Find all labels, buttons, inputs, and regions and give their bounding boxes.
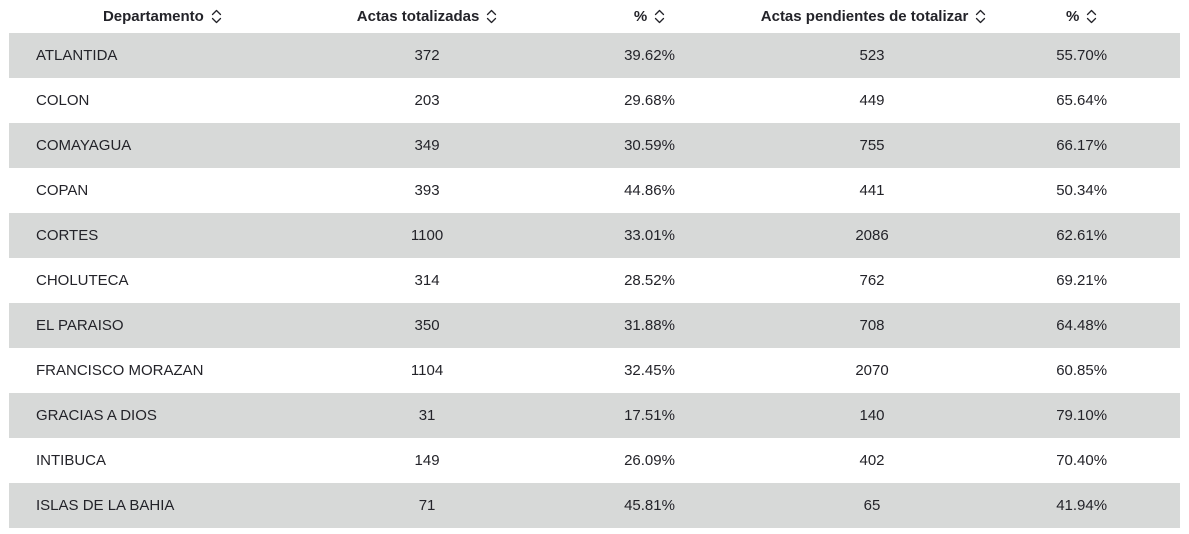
table-cell-actas_totalizadas: 1100: [410, 227, 444, 244]
table-row: [9, 33, 1180, 78]
table-row: [9, 168, 1180, 213]
table-cell-actas_totalizadas: 314: [414, 272, 440, 289]
table-cell-actas_pendientes: 449: [859, 92, 885, 109]
table-cell-actas_pendientes: 441: [859, 182, 885, 199]
results-table-container: [9, 0, 1180, 528]
table-cell-pct_totalizadas: 33.01%: [624, 227, 675, 244]
table-row: [9, 78, 1180, 123]
table-cell-pct_pendientes: 62.61%: [1056, 227, 1108, 244]
table-cell-pct_pendientes: 55.70%: [1056, 47, 1108, 64]
table-cell-pct_pendientes: 60.85%: [1056, 362, 1108, 379]
table-cell-actas_totalizadas: 393: [414, 182, 440, 199]
column-header-actas-pendientes[interactable]: [761, 0, 983, 33]
table-cell-pct_pendientes: 66.17%: [1056, 137, 1108, 154]
table-cell-pct_pendientes: 79.10%: [1056, 407, 1108, 424]
table-row: [9, 123, 1180, 168]
table-cell-departamento: CORTES: [36, 227, 99, 244]
table-cell-pct_pendientes: 69.21%: [1056, 272, 1108, 289]
table-cell-departamento: COLON: [36, 92, 90, 109]
sort-icon: [975, 9, 986, 24]
table-cell-pct_totalizadas: 39.62%: [624, 47, 675, 64]
column-header-label: Departamento: [102, 8, 204, 25]
table-cell-pct_totalizadas: 26.09%: [624, 452, 675, 469]
table-cell-pct_totalizadas: 44.86%: [624, 182, 675, 199]
table-cell-departamento: GRACIAS A DIOS: [36, 407, 157, 424]
sort-icon: [1086, 9, 1097, 24]
table-cell-departamento: ATLANTIDA: [36, 47, 118, 64]
table-cell-pct_totalizadas: 32.45%: [624, 362, 675, 379]
table-cell-actas_totalizadas: 31: [418, 407, 436, 424]
table-cell-actas_totalizadas: 350: [414, 317, 440, 334]
table-cell-pct_pendientes: 50.34%: [1056, 182, 1108, 199]
table-cell-departamento: CHOLUTECA: [36, 272, 129, 289]
table-cell-actas_pendientes: 755: [859, 137, 885, 154]
column-header-label: %: [1065, 8, 1080, 25]
table-cell-actas_totalizadas: 372: [414, 47, 440, 64]
table-cell-departamento: COPAN: [36, 182, 89, 199]
results-table: [9, 0, 1180, 528]
table-cell-actas_pendientes: 708: [859, 317, 885, 334]
table-cell-pct_pendientes: 65.64%: [1056, 92, 1108, 109]
table-cell-pct_pendientes: 64.48%: [1056, 317, 1108, 334]
table-cell-actas_totalizadas: 149: [414, 452, 440, 469]
sort-icon: [486, 9, 497, 24]
table-row: [9, 393, 1180, 438]
table-cell-pct_totalizadas: 45.81%: [624, 497, 675, 514]
table-cell-pct_pendientes: 70.40%: [1056, 452, 1108, 469]
table-cell-actas_pendientes: 2070: [855, 362, 889, 379]
table-row: [9, 348, 1180, 393]
table-cell-departamento: FRANCISCO MORAZAN: [36, 362, 204, 379]
table-cell-departamento: COMAYAGUA: [36, 137, 132, 154]
table-cell-actas_totalizadas: 71: [418, 497, 436, 514]
table-cell-actas_pendientes: 762: [859, 272, 885, 289]
table-header: [9, 0, 1180, 33]
column-header-label: Actas totalizadas: [356, 8, 480, 25]
column-header-label: Actas pendientes de totalizar: [760, 8, 969, 25]
table-row: [9, 258, 1180, 303]
table-cell-pct_totalizadas: 28.52%: [624, 272, 675, 289]
table-cell-actas_pendientes: 402: [859, 452, 885, 469]
sort-icon: [211, 9, 222, 24]
header-row: [9, 0, 1180, 33]
column-header-pct-totalizadas[interactable]: [538, 0, 760, 33]
table-cell-departamento: EL PARAISO: [36, 317, 124, 334]
table-cell-pct_totalizadas: 31.88%: [624, 317, 675, 334]
table-cell-departamento: ISLAS DE LA BAHIA: [36, 497, 175, 514]
table-row: [9, 213, 1180, 258]
table-cell-actas_pendientes: 65: [863, 497, 881, 514]
table-cell-pct_totalizadas: 30.59%: [624, 137, 675, 154]
table-cell-pct_totalizadas: 29.68%: [624, 92, 675, 109]
table-cell-pct_pendientes: 41.94%: [1056, 497, 1108, 514]
sort-icon: [654, 9, 665, 24]
column-header-label: %: [633, 8, 648, 25]
table-cell-departamento: INTIBUCA: [36, 452, 107, 469]
table-cell-actas_pendientes: 2086: [855, 227, 889, 244]
table-cell-pct_totalizadas: 17.51%: [624, 407, 675, 424]
table-cell-actas_totalizadas: 203: [414, 92, 440, 109]
table-cell-actas_pendientes: 140: [859, 407, 885, 424]
column-header-actas-totalizadas[interactable]: [316, 0, 538, 33]
table-row: [9, 303, 1180, 348]
table-row: [9, 438, 1180, 483]
table-cell-actas_pendientes: 523: [859, 47, 885, 64]
table-cell-actas_totalizadas: 349: [414, 137, 440, 154]
column-header-pct-pendientes[interactable]: [983, 0, 1180, 33]
table-body: [9, 33, 1180, 528]
table-cell-actas_totalizadas: 1104: [410, 362, 444, 379]
column-header-departamento[interactable]: [9, 0, 316, 33]
table-row: [9, 483, 1180, 528]
